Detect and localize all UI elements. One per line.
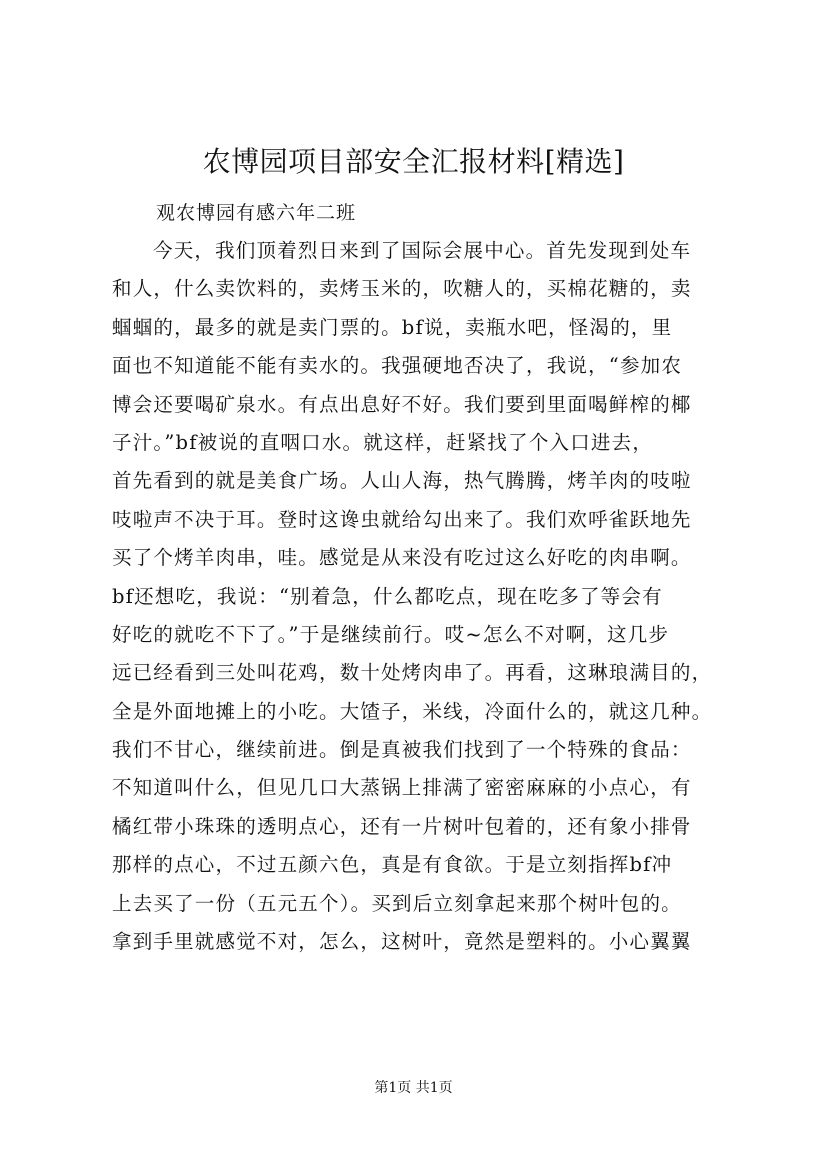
body-line: 那样的点心，不过五颜六色，真是有食欲。于是立刻指挥bf冲 <box>112 853 673 877</box>
body-line: 博会还要喝矿泉水。有点出息好不好。我们要到里面喝鲜榨的椰 <box>112 392 692 416</box>
body-line: 面也不知道能不能有卖水的。我强硬地否决了，我说，“参加农 <box>112 354 683 378</box>
body-line: 买了个烤羊肉串，哇。感觉是从来没有吃过这么好吃的肉串啊。 <box>112 546 692 570</box>
body-line: 吱啦声不决于耳。登时这谗虫就给勾出来了。我们欢呼雀跃地先 <box>112 507 692 531</box>
document-body <box>112 232 752 961</box>
body-line: 上去买了一份（五元五个）。买到后立刻拿起来那个树叶包的。 <box>112 891 682 915</box>
body-line: 我们不甘心，继续前进。倒是真被我们找到了一个特殊的食品： <box>112 738 692 762</box>
body-line: 不知道叫什么，但见几口大蒸锅上排满了密密麻麻的小点心，有 <box>112 776 692 800</box>
body-line: 好吃的就吃不下了。”于是继续前行。哎~怎么不对啊，这几步 <box>112 622 670 646</box>
body-line: 远已经看到三处叫花鸡，数十处烤肉串了。再看，这琳琅满目的， <box>112 661 713 685</box>
body-line: 子汁。”bf被说的直咽口水。就这样，赶紧找了个入口进去， <box>112 430 654 454</box>
body-line: 蝈蝈的，最多的就是卖门票的。bf说，卖瓶水吧，怪渴的，里 <box>112 315 673 339</box>
document-subtitle: 观农博园有感六年二班 <box>156 202 357 224</box>
body-line: bf还想吃，我说：“别着急，什么都吃点，现在吃多了等会有 <box>112 584 663 608</box>
body-line: 首先看到的就是美食广场。人山人海，热气腾腾，烤羊肉的吱啦 <box>112 469 692 493</box>
body-line: 今天，我们顶着烈日来到了国际会展中心。首先发现到处车 <box>153 239 692 262</box>
body-line: 拿到手里就感觉不对，怎么，这树叶，竟然是塑料的。小心翼翼 <box>112 930 692 954</box>
body-line: 和人，什么卖饮料的，卖烤玉米的，吹糖人的，买棉花糖的，卖 <box>112 277 692 301</box>
body-line: 橘红带小珠珠的透明点心，还有一片树叶包着的，还有象小排骨 <box>112 814 692 838</box>
page-number-footer: 第1页 共1页 <box>374 1080 453 1096</box>
body-line: 全是外面地摊上的小吃。大馇子，米线，冷面什么的，就这几种。 <box>112 699 713 723</box>
document-title: 农博园项目部安全汇报材料[精选] <box>202 145 625 178</box>
